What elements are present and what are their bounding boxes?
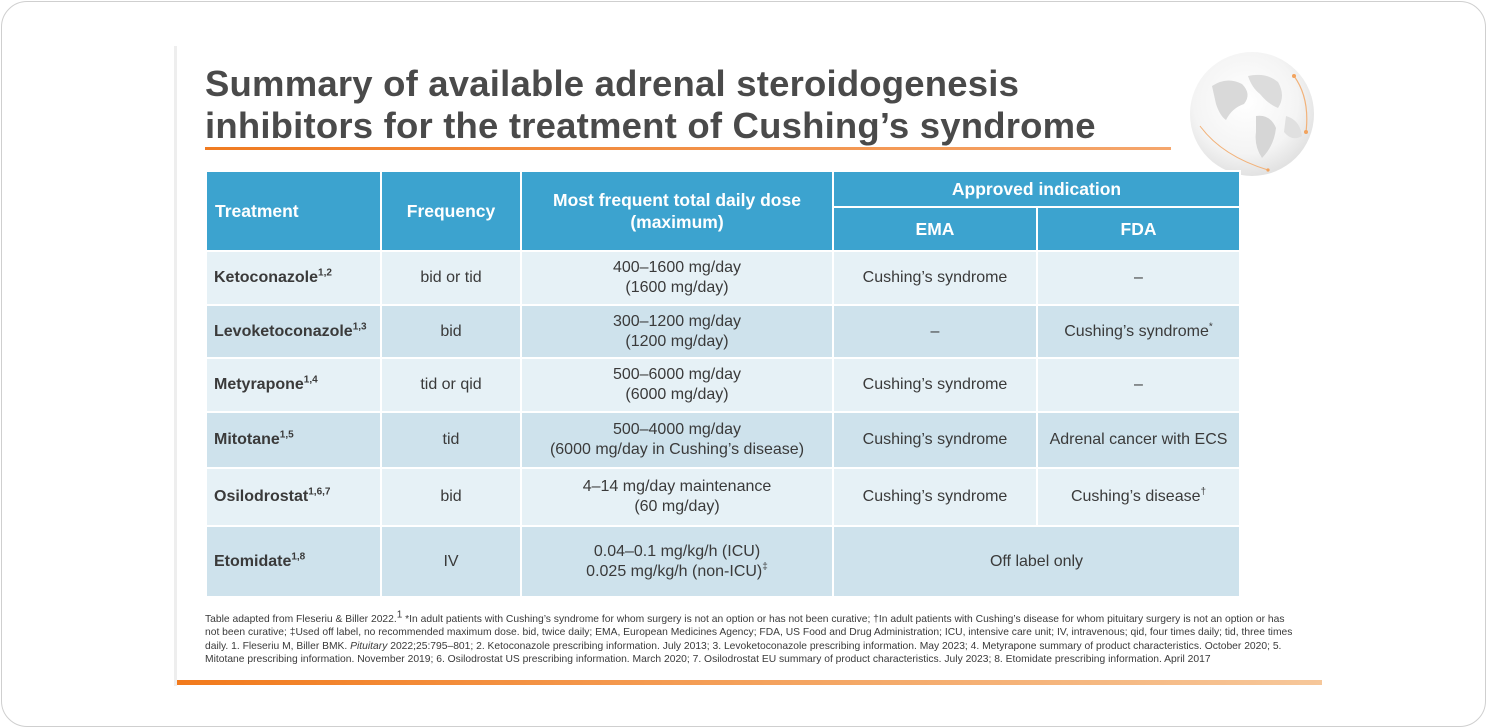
header-frequency: Frequency [381,171,521,251]
title-line-1: Summary of available adrenal steroidogenesis [205,63,1020,104]
drug-refs: 1,4 [303,374,318,386]
footnote-lead: Table adapted from Fleseriu & Biller 2022. [205,614,397,625]
dose-line-1: 4–14 mg/day maintenance [582,478,772,495]
dose-cell [521,526,833,597]
drug-label: Ketoconazole [214,269,319,286]
drug-refs: 1,3 [352,321,367,333]
fda-cell: – [1037,358,1240,412]
title-underline [205,147,1171,150]
table-row [206,251,1240,305]
drug-name [206,526,381,597]
dose-line-2: (6000 mg/day) [625,386,729,403]
table-row [206,526,1240,597]
drug-label: Osilodrostat [214,488,309,505]
frequency-cell: IV [381,526,521,597]
screenshot-frame [1,1,1486,727]
slide-edge [174,46,177,686]
fda-cell: Cushing’s syndrome* [1037,305,1240,358]
header-fda: FDA [1037,207,1240,251]
dose-cell [521,251,833,305]
off-label-cell: Off label only [833,526,1240,597]
table-row [206,412,1240,468]
ema-cell: – [833,305,1037,358]
dose-line-1: 0.04–0.1 mg/kg/h (ICU) [593,542,761,560]
dose-line-1: 300–1200 mg/day [612,312,742,330]
ema-cell: Cushing’s syndrome [833,358,1037,412]
dose-line-1: 500–4000 mg/day [612,421,742,438]
header-approved-indication: Approved indication [833,171,1240,207]
drug-refs: 1,5 [279,429,294,441]
dose-cell [521,412,833,468]
globe-icon [1182,46,1322,186]
drug-name [206,251,381,305]
fda-cell: Cushing’s disease† [1037,468,1240,526]
header-dose [521,171,833,251]
footnote-journal: Pituitary [350,640,388,652]
footnote-body-a: *In adult patients with Cushing’s syndrome for whom surgery is not an option or has not been curative; †In adult patients with Cushing’s disease for whom pituitary surgery is not an option or has not been curative; ‡Used off label, no recommended maximum dose. bid, twice daily; EMA, European Medicines Agency; FDA, US Food and Drug Administration; ICU, intensive care unit; IV, intravenous; qid, four times daily; tid, three times daily. 1. Fleseriu M, Biller BMK. [205,614,1293,652]
slide-title [205,63,1205,147]
ema-cell: Cushing’s syndrome [833,412,1037,468]
fda-cell: – [1037,251,1240,305]
dose-line-2: 0.025 mg/kg/h (non-ICU)‡ [586,561,768,580]
drug-label: Mitotane [214,431,280,448]
frequency-cell: bid [381,468,521,526]
footnote-lead-ref: 1 [396,609,403,621]
footnote-body-b: 2022;25:795–801; 2. Ketoconazole prescribing information. July 2013; 3. Levoketoconazole prescribing information. May 2023; 4. Metyrapone summary of product characteristics. October 2020; 5. Mitotane prescribing information. November 2019; 6. Osilodrostat US prescribing information. March 2020; 7. Osilodrostat EU summary of product characteristics. July 2023; 8. Etomidate prescribing information. April 2017 [205,640,1282,666]
ema-cell: Cushing’s syndrome [833,251,1037,305]
drug-label: Levoketoconazole [214,322,353,340]
drug-name [206,412,381,468]
drug-name [206,358,381,412]
table-row [206,358,1240,412]
drug-refs: 1,2 [318,267,332,279]
dose-cell [521,358,833,412]
frequency-cell: tid [381,412,521,468]
fda-cell: Adrenal cancer with ECS [1037,412,1240,468]
dose-line-1: 400–1600 mg/day [612,259,742,276]
ema-cell: Cushing’s syndrome [833,468,1037,526]
frequency-cell: bid or tid [381,251,521,305]
header-treatment: Treatment [206,171,381,251]
dose-line-2: (60 mg/day) [634,498,720,515]
dose-line-2: (1600 mg/day) [625,279,729,296]
drug-name [206,305,381,358]
drug-name [206,468,381,526]
table-row [206,305,1240,358]
title-line-2: inhibitors for the treatment of Cushing’s syndrome [205,105,1096,146]
drug-label: Etomidate [214,552,292,570]
slide [174,46,1322,686]
dose-line-1: 500–6000 mg/day [612,366,742,383]
frequency-cell: bid [381,305,521,358]
drug-refs: 1,6,7 [308,486,331,498]
bottom-accent-bar [177,680,1322,685]
dose-line-2: (1200 mg/day) [625,332,729,350]
dose-cell [521,468,833,526]
header-dose-line-1: Most frequent total daily dose [553,190,801,210]
dose-cell [521,305,833,358]
dose-line-2: (6000 mg/day in Cushing’s disease) [549,441,805,458]
drug-label: Metyrapone [214,376,304,393]
header-dose-line-2: (maximum) [630,212,724,232]
header-ema: EMA [833,207,1037,251]
frequency-cell: tid or qid [381,358,521,412]
inhibitors-table [205,170,1241,598]
drug-refs: 1,8 [291,551,306,563]
table-row [206,468,1240,526]
footnote [205,609,1295,667]
